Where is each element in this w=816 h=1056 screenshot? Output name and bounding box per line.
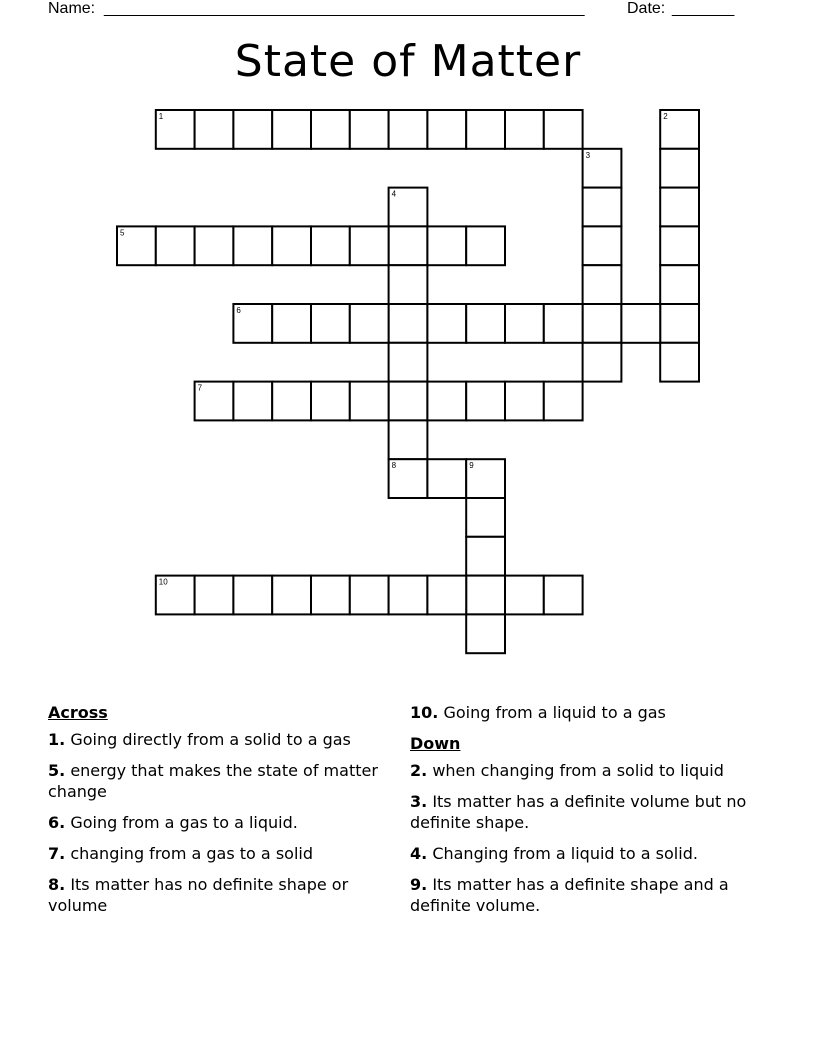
clue-number: 1	[158, 112, 164, 121]
grid-cell[interactable]	[505, 576, 544, 615]
clue-down-4: 4. Changing from a liquid to a solid.	[410, 844, 698, 863]
clue-across-6: 6. Going from a gas to a liquid.	[48, 813, 298, 832]
grid-cell[interactable]	[466, 110, 505, 149]
clues-column-right	[410, 702, 750, 926]
grid-cell[interactable]	[350, 110, 389, 149]
grid-cell[interactable]	[389, 110, 428, 149]
grid-cell[interactable]	[544, 382, 583, 421]
date-line[interactable]: _______	[672, 0, 735, 17]
grid-cell[interactable]	[350, 576, 389, 615]
down-heading: Down	[410, 734, 461, 753]
grid-cell[interactable]	[311, 226, 350, 265]
grid-cell[interactable]	[389, 265, 428, 304]
grid-cell[interactable]	[272, 226, 311, 265]
grid-cell[interactable]	[389, 343, 428, 382]
grid-cell[interactable]	[389, 226, 428, 265]
clue-number: 5	[120, 228, 125, 238]
grid-cell[interactable]	[505, 304, 544, 343]
grid-cell[interactable]	[350, 382, 389, 421]
clues-column-left	[48, 702, 378, 926]
grid-cell[interactable]	[660, 149, 699, 188]
grid-cell[interactable]	[311, 304, 350, 343]
page-title: State of Matter	[234, 36, 582, 87]
grid-cell[interactable]	[272, 304, 311, 343]
grid-cell[interactable]	[505, 110, 544, 149]
grid-cell[interactable]	[350, 304, 389, 343]
grid-cell[interactable]	[233, 576, 272, 615]
grid-cell[interactable]	[350, 226, 389, 265]
grid-cell[interactable]	[621, 304, 660, 343]
grid-cell[interactable]	[311, 382, 350, 421]
grid-cell[interactable]	[195, 110, 234, 149]
clue-down-9: 9. Its matter has a definite shape and a definite volume.	[410, 875, 729, 915]
grid-cell[interactable]	[311, 110, 350, 149]
grid-cell[interactable]	[544, 110, 583, 149]
clue-across-7: 7. changing from a gas to a solid	[48, 844, 313, 863]
name-label: Name:	[48, 0, 96, 17]
grid-cell[interactable]	[195, 576, 234, 615]
grid-cell[interactable]	[583, 188, 622, 227]
grid-cell[interactable]	[427, 304, 466, 343]
grid-cell[interactable]	[427, 576, 466, 615]
clue-number: 7	[197, 383, 203, 393]
grid-cell[interactable]	[389, 576, 428, 615]
grid-cell[interactable]	[583, 265, 622, 304]
grid-cell[interactable]	[233, 382, 272, 421]
grid-cell[interactable]	[156, 226, 195, 265]
grid-cell[interactable]	[466, 537, 505, 576]
grid-cell[interactable]	[195, 226, 234, 265]
grid-cell[interactable]	[583, 343, 622, 382]
clue-across-1: 1. Going directly from a solid to a gas	[48, 730, 351, 749]
grid-cell[interactable]	[466, 614, 505, 653]
grid-cell[interactable]	[427, 110, 466, 149]
grid-cell[interactable]	[272, 576, 311, 615]
grid-cell[interactable]	[660, 188, 699, 227]
clue-across-5: 5. energy that makes the state of matter change	[48, 761, 378, 801]
grid-cell[interactable]	[660, 304, 699, 343]
grid-cell[interactable]	[505, 382, 544, 421]
grid-cell[interactable]	[233, 110, 272, 149]
grid-cell[interactable]	[427, 459, 466, 498]
clue-number: 2	[663, 112, 668, 121]
grid-cell[interactable]	[544, 304, 583, 343]
clue-down-2: 2. when changing from a solid to liquid	[410, 761, 724, 780]
grid-cell[interactable]	[427, 226, 466, 265]
grid-cell[interactable]	[272, 382, 311, 421]
grid-cell[interactable]	[660, 265, 699, 304]
clue-number: 8	[391, 461, 397, 471]
grid-cell[interactable]	[233, 226, 272, 265]
grid-cell[interactable]	[466, 304, 505, 343]
clue-number: 10	[158, 577, 168, 587]
grid-cell[interactable]	[466, 226, 505, 265]
grid-cell[interactable]	[583, 304, 622, 343]
name-line[interactable]: ______________________________________________________	[104, 0, 585, 17]
clue-across-10: 10. Going from a liquid to a gas	[410, 703, 666, 722]
grid-cell[interactable]	[660, 226, 699, 265]
grid-cell[interactable]	[660, 343, 699, 382]
grid-cell[interactable]	[389, 420, 428, 459]
grid-cell[interactable]	[583, 226, 622, 265]
clue-number: 4	[391, 189, 397, 199]
grid-cell[interactable]	[389, 304, 428, 343]
across-heading: Across	[48, 703, 108, 722]
grid-cell[interactable]	[311, 576, 350, 615]
clue-number: 3	[585, 150, 591, 160]
grid-cell[interactable]	[427, 382, 466, 421]
grid-cell[interactable]	[466, 576, 505, 615]
clue-across-8: 8. Its matter has no definite shape or volume	[48, 875, 349, 915]
clue-down-3: 3. Its matter has a definite volume but no definite shape.	[410, 792, 747, 832]
grid-cell[interactable]	[389, 382, 428, 421]
grid-cell[interactable]	[544, 576, 583, 615]
clue-number: 9	[469, 461, 474, 471]
grid-cell[interactable]	[466, 382, 505, 421]
date-label: Date:	[627, 0, 666, 17]
clue-number: 6	[236, 306, 241, 315]
grid-cell[interactable]	[272, 110, 311, 149]
grid-cell[interactable]	[466, 498, 505, 537]
